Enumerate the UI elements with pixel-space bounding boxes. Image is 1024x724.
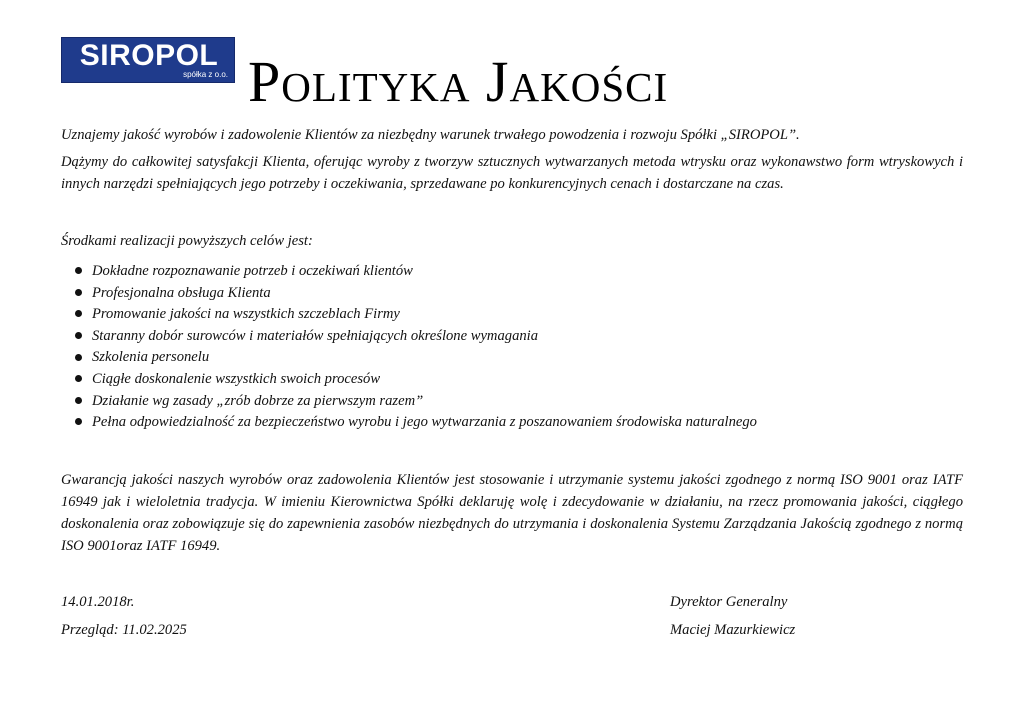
- siropol-logo: [61, 37, 235, 83]
- list-item-text: Pełna odpowiedzialność za bezpieczeństwo wyrobu i jego wytwarzania z poszanowaniem środowiska naturalnego: [92, 414, 757, 431]
- list-item: [75, 326, 757, 348]
- list-item: [75, 283, 757, 305]
- logo-brand-text: SIROPOL: [79, 39, 219, 72]
- list-item-text: Promowanie jakości na wszystkich szczeblach Firmy: [92, 306, 400, 323]
- list-item: [75, 412, 757, 434]
- issue-date: 14.01.2018r.: [61, 594, 135, 610]
- document-title: Polityka Jakości: [248, 49, 669, 114]
- bullet-icon: [75, 289, 82, 296]
- list-item: [75, 261, 757, 283]
- list-item-text: Ciągłe doskonalenie wszystkich swoich procesów: [92, 370, 381, 387]
- list-item: [75, 391, 757, 413]
- list-item: [75, 369, 757, 391]
- bullet-icon: [75, 354, 82, 361]
- review-date: Przegląd: 11.02.2025: [61, 622, 187, 638]
- bullet-icon: [75, 418, 82, 425]
- bullet-icon: [75, 397, 82, 404]
- list-item-text: Dokładne rozpoznawanie potrzeb i oczekiwań klientów: [92, 263, 413, 279]
- signatory-role: Dyrektor Generalny: [670, 594, 788, 610]
- list-item-text: Działanie wg zasady „zrób dobrze za pierwszym razem”: [92, 392, 424, 409]
- bullet-icon: [75, 375, 82, 382]
- bullet-icon: [75, 267, 82, 274]
- satisfaction-paragraph: Dążymy do całkowitej satysfakcji Klienta, oferując wyroby z tworzyw sztucznych wytwarzanych metoda wtrysku oraz wykonawstwo form wtryskowych i innych narzędzi spełniających jego potrzeby i oczekiwania, sprzedawane po konkurencyjnych cenach i dostarczane na czas.: [61, 154, 963, 192]
- list-item-text: Staranny dobór surowców i materiałów spełniających określone wymagania: [92, 327, 539, 344]
- list-item-text: Profesjonalna obsługa Klienta: [92, 284, 271, 301]
- guarantee-paragraph: Gwarancją jakości naszych wyrobów oraz zadowolenia Klientów jest stosowanie i utrzymanie systemu jakości zgodnego z normą ISO 9001 oraz IATF 16949 jak i wieloletnia tradycja. W imieniu Kierownictwa Spółki deklaruję wolę i zdecydowanie w działaniu, na rzecz promowania jakości, ciągłego doskonalenia oraz zobowiązuje się do zapewnienia zasobów niezbędnych do utrzymania i doskonalenia Systemu Zarządzania Jakością zgodnego z normą ISO 9001oraz IATF 16949.: [61, 472, 963, 554]
- bullet-icon: [75, 310, 82, 317]
- bullet-icon: [75, 332, 82, 339]
- list-item-text: Szkolenia personelu: [92, 349, 210, 366]
- means-list: [75, 261, 757, 434]
- means-lead-text: Środkami realizacji powyższych celów jest:: [61, 233, 313, 249]
- signatory-name: Maciej Mazurkiewicz: [670, 622, 796, 638]
- list-item: [75, 304, 757, 326]
- intro-paragraph: Uznajemy jakość wyrobów i zadowolenie Klientów za niezbędny warunek trwałego powodzenia i rozwoju Spółki „SIROPOL”.: [61, 127, 800, 143]
- logo-subtitle-text: spółka z o.o.: [183, 70, 228, 79]
- list-item: [75, 347, 757, 369]
